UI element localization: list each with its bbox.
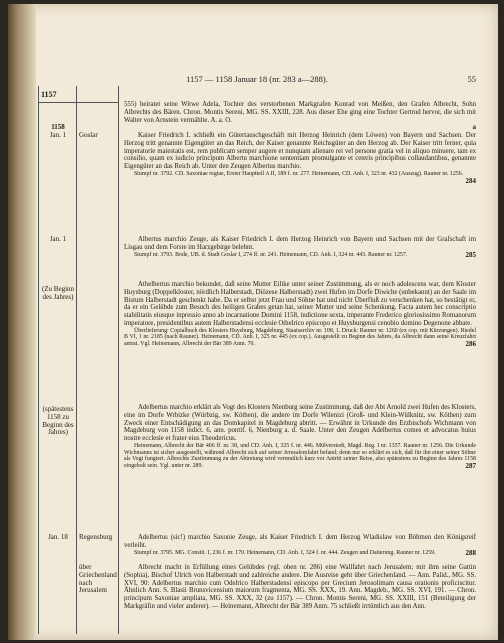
entry-number: 285 — [465, 250, 476, 259]
page-number: 55 — [467, 74, 476, 84]
column-rule — [38, 86, 39, 634]
note-text: Heinemann, Albrecht der Bär 406 ff. nr. 38, und CD. Anh. I, 325 f. nr. 446. Mülverstedt, Magd. Reg. I nr. 1357. Rauner nr. 1256. Die Urkunde Wichmanns ist sicher ausgestellt, während Albrecht sich auf seiner Jerusalemfahrt befand; denn nur so erklärt es sich, daß für ihn einer seiner Söhne als Vogt fungiert. Albrechts Zustimmung zu der Abtretung wird vermutlich kurz vor Antritt seiner Reise, also spätestens zu Beginn des Jahres 1158 eingeholt sein. Vgl. unter nr. 289. — [124, 442, 476, 469]
entry-number: 287 — [465, 461, 476, 470]
entry-paragraph: Kaiser Friedrich I. schließt ein Gütertauschgeschäft mit Herzog Heinrich (dem Löwen) von Bayern und Sachsen. Der Herzog tritt genannte Eigengüter an das Reich, der Kaiser genannte Reichsgüter an den Herzog ab. Der Kaiser tritt ferner, quia imperatorie maiestatis est, rem publicam semper augere et nunquam alienare rei vel persone gratia vel in aliquo minuere, tam ex consilio, quam ex iudicio principum Albertu marchione sententiam promulgante et ceteris principibus collaudantibus, genannte Eigengüter an das Reich ab. Unter den Zeugen Albertus marchio. — [124, 132, 476, 171]
entry-number: a — [472, 123, 476, 131]
entry-note — [124, 328, 476, 348]
year-label: 1157 — [41, 90, 57, 99]
entry-note — [124, 252, 476, 259]
entry-284 — [124, 132, 476, 184]
entry-285 — [124, 236, 476, 258]
entry-number-283a — [124, 124, 476, 132]
date-cell: (Zu Beginn des Jahres) — [41, 285, 75, 301]
note-text: Stumpf nr. 3793. Bode, UB. d. Stadt Goslar I, 274 ff. nr. 241. Heinemann, CD. Anh. I, 324 nr. 443. Rauner nr. 1257. — [134, 251, 408, 258]
entry-286 — [124, 281, 476, 348]
note-text: Stumpf nr. 3795. MG. Constit. I, 236 f. nr. 170. Heinemann, CD. Anh. I, 324 f. nr. 444. Zeugen und Datierung. Rauner nr. 1259. — [134, 549, 436, 556]
year-rule — [38, 102, 118, 103]
date-cell: Jan. 1 — [49, 131, 67, 139]
place-cell: Goslar — [79, 131, 98, 139]
entry-number: 284 — [465, 176, 476, 185]
entry-number: 288 — [465, 548, 476, 557]
book-binding — [8, 4, 36, 640]
column-rule — [118, 86, 119, 634]
column-rule — [76, 86, 77, 634]
date-cell: (spätestens 1158 zu Beginn des Jahres) — [42, 405, 74, 437]
entry-paragraph: Adelbertus (sic!) marchio Saxonie Zeuge, als Kaiser Friedrich I. dem Herzog Wladislaw von Böhmen den Königsreif verleiht. — [124, 534, 476, 549]
regesta-table — [38, 86, 478, 634]
entry-288 — [124, 534, 476, 556]
entry-note — [124, 550, 476, 557]
date-cell: Jan. 1 — [49, 235, 67, 243]
place-cell: Regensburg — [79, 533, 113, 541]
entry-paragraph: 555) heiratet seine Witwe Adela, Tochter des verstorbenen Markgrafen Konrad von Meißen, den Grafen Albrecht, Sohn Albrechts des Bären. Chron. Montis Sereni, MG. SS. XXIII, 228. Aus dieser Ehe ging eine Tochter Gertrud hervor, die sich mit Walter von Arnstein vermählte. A. a. O. — [124, 101, 476, 124]
entry-paragraph: Athelbertus marchio bekundet, daß seine Mutter Eilike unter seiner Zustimmung, als er noch adolescens war, dem Kloster Huysburg (Doppelkloster, nördlich Halberstadt, Diözese Halberstadt) zwei Hufen im Dorfe Diwiche (unbekannt) an der Saale im Bistum Halberstadt geschenkt habe. Da er selbst jetzt Frau und Söhne hat und nicht Überfluß zu verschenken hat, so bestätigt er, da er ein Gelübde zum Besuch des heiligen Grabes getan hat, seiner Mutter und seine Schenkung. Facta autem hec conscriptio stabilitatis eiusque inpressio anno ab incarnatione Domini 1158, indictione sexta, imperante Frederico gloriosissimo Romanorum imperatore, presidentibus autem Halberstadensi ecclesie Othelrico episcopo et Huysburgensi cenobio domino Degenone abbate. — [124, 281, 476, 327]
date-cell: Jan. 18 — [48, 533, 68, 541]
entry-289 — [124, 564, 476, 611]
running-head: 1157 — 1158 Januar 18 (nr. 283 a—288). — [186, 74, 328, 84]
note-text: Stumpf nr. 3792. CD. Saxoniae regiae, Erster Hauptteil A II, 189 f. nr. 277. Heinemann, CD. Anh. I, 323 nr. 432 (Auszug). Rauner nr. 1256. — [134, 170, 464, 177]
entry-paragraph: Albrecht macht in Erfüllung eines Gelübdes (vgl. oben nr. 286) eine Wallfahrt nach Jerusalem; mit ihm seine Gattin (Sophia), Bischof Ulrich von Halberstadt und zahlreiche andere. Die Ausreise geht über Griechenland. — Ann. Palid., MG. SS. XVI, 90: Adelbertus marchio cum Odelrico Halberstadensi episcopo per Grecium Jerosolimam causa orationis proficiscitur. Ähnlich Ann. S. Blasii Brunsvicensium maiorum fragmenta, MG. SS. XXX, 19. Ann. Magdeb., MG. SS. XVI, 191. — Chron. principum Saxoniae ampliata, MG. SS. XXX, 32 (zu 1157). — Chron. Montis Sereni, MG. SS. XXIII, 151 (Beteiligung der Markgräfin und vieler anderer). — Heinemann, Albrecht der Bär 389 Anm. 75 schließt irrtümlich aus den Ann. — [124, 564, 476, 610]
place-cell: über Griechenland nach Jerusalem — [79, 563, 117, 595]
entry-287 — [124, 404, 476, 469]
entry-number: 286 — [465, 339, 476, 348]
entry-note — [124, 170, 476, 185]
book-page — [8, 4, 498, 640]
entry-note — [124, 443, 476, 469]
entry-paragraph: Albertus marchio Zeuge, als Kaiser Friedrich I. dem Herzog Heinrich von Bayern und Sachsen mit der Grafschaft im Lisgau und dem Forste im Harzgebirge belehnt. — [124, 236, 476, 251]
entry-text — [124, 101, 476, 124]
entry-paragraph: Adelbertus marchio erklärt als Vogt des Klosters Nienburg seine Zustimmung, daß der Abt Arnold zwei Hufen des Klosters, eine im Dorfe Wrbizke (Würbzig, sw. Köthen), die andere im Dorfe Wilenizi (Groß- und Klein-Wülknitz, sw. Köthen) zum Zweck einer Entschädigung an das Domkapitel in Magdeburg abtritt. — Erwähnt in Urkunde des Erzbischofs Wichmann von Magdeburg von 1158 indict. 6, ann. pontif. 6, Nienburg a. d. Saale. Unter den Zeugen Adelbertus comes et advocatus huius nostre ecclesie et frater eius Theodericus. — [124, 404, 476, 443]
date-year: 1158 — [51, 123, 65, 131]
note-text: Überlieferung: Copialbuch des Klosters Huysburg, Magdeburg, Staatsarchiv nr. 108, 1. Druck: Rauner nr. 1260 (ex cop. mit Kürzungen). Riedel B VI, 1 nr. 2185 (nach Rauner). Heinemann, CD. Anh. I, 325 nr. 445 (ex cop.). Ausgestellt zu Beginn des Jahres, da Albrecht dann seine Kreuzfahrt antrat. Vgl. Heinemann, Albrecht der Bär 389 Anm. 70. — [124, 327, 476, 347]
